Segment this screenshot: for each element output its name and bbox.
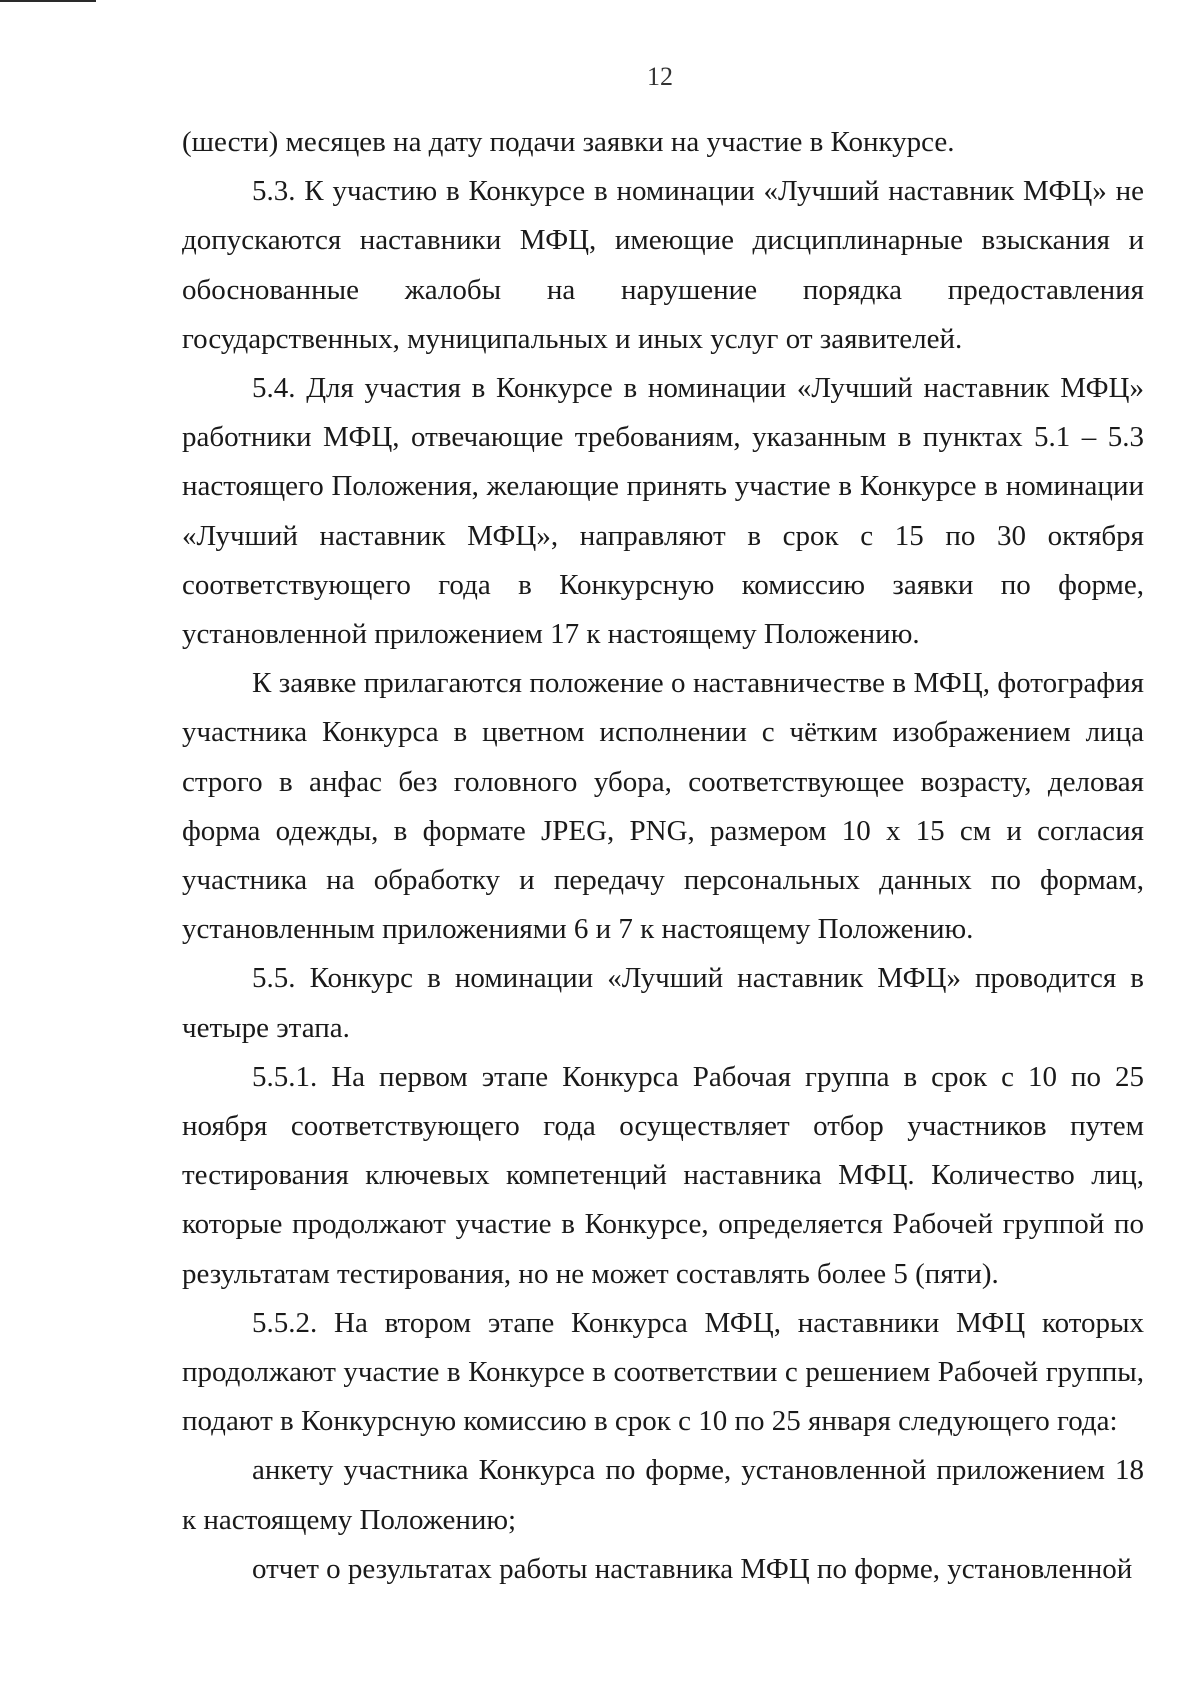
paragraph-5-5-1: 5.5.1. На первом этапе Конкурса Рабочая группа в срок с 10 по 25 ноября соответствующего года осуществляет отбор участников путем тестирования ключевых компетенций наставника МФЦ. Количество лиц, которые продолжают участие в Конкурсе, определяется Рабочей группой по результатам тестирования, но не может составлять более 5 (пяти). <box>182 1060 1144 1290</box>
paragraph-5-5-2: 5.5.2. На втором этапе Конкурса МФЦ, наставники МФЦ которых продолжают участие в Конкурсе в соответствии с решением Рабочей группы, подают в Конкурсную комиссию в срок с 10 по 25 января следующего года: <box>182 1306 1144 1438</box>
page-number: 12 <box>647 62 673 91</box>
paragraph-report: отчет о результатах работы наставника МФЦ по форме, установленной <box>252 1552 1133 1585</box>
paragraph-continuation: (шести) месяцев на дату подачи заявки на участие в Конкурсе. <box>182 126 955 158</box>
paragraph-questionnaire: анкету участника Конкурса по форме, установленной приложением 18 к настоящему Положению; <box>182 1454 1144 1536</box>
scan-edge-mark <box>0 0 96 2</box>
paragraph-5-5: 5.5. Конкурс в номинации «Лучший наставник МФЦ» проводится в четыре этапа. <box>182 962 1144 1044</box>
paragraph-5-3: 5.3. К участию в Конкурсе в номинации «Лучший наставник МФЦ» не допускаются наставники МФЦ, имеющие дисциплинарные взыскания и обоснованные жалобы на нарушение порядка предоставления государственных, муниципальных и иных услуг от заявителей. <box>182 175 1144 355</box>
paragraph-attachments: К заявке прилагаются положение о наставничестве в МФЦ, фотография участника Конкурса в цветном исполнении с чётким изображением лица строго в анфас без головного убора, соответствующее возрасту, деловая форма одежды, в формате JPEG, PNG, размером 10 x 15 см и согласия участника на обработку и передачу персональных данных по формам, установленным приложениями 6 и 7 к настоящему Положению. <box>182 667 1144 946</box>
document-body <box>182 118 1144 1594</box>
paragraph-5-4: 5.4. Для участия в Конкурсе в номинации «Лучший наставник МФЦ» работники МФЦ, отвечающие требованиям, указанным в пунктах 5.1 – 5.3 настоящего Положения, желающие принять участие в Конкурсе в номинации «Лучший наставник МФЦ», направляют в срок с 15 по 30 октября соответствующего года в Конкурсную комиссию заявки по форме, установленной приложением 17 к настоящему Положению. <box>182 372 1144 651</box>
